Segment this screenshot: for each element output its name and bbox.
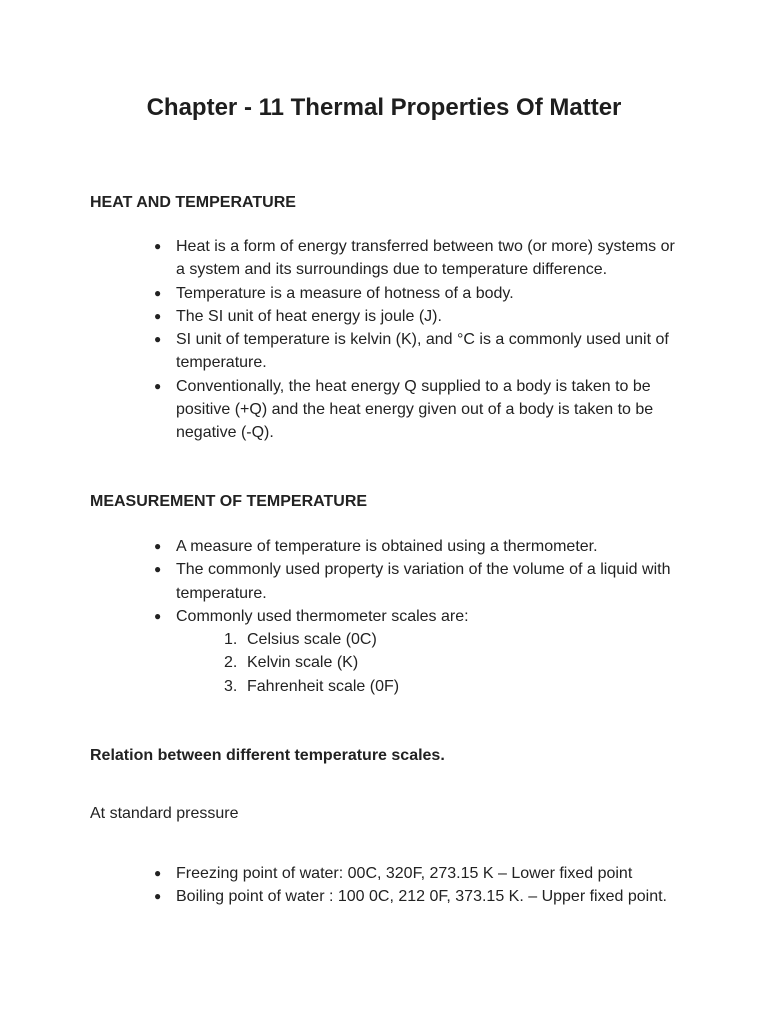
scale-list-item bbox=[176, 675, 686, 698]
scale-name: Celsius scale (0C) bbox=[247, 631, 377, 649]
scale-name: Kelvin scale (K) bbox=[247, 654, 359, 672]
section-heading-heat-and-temperature: HEAT AND TEMPERATURE bbox=[90, 194, 296, 211]
section-heading-measurement-of-temperature: MEASUREMENT OF TEMPERATURE bbox=[90, 493, 368, 510]
list-number: 1. bbox=[224, 631, 238, 649]
measurement-bullet-list bbox=[176, 535, 686, 698]
page-title: Chapter - 11 Thermal Properties Of Matter bbox=[146, 94, 622, 121]
list-item: ● Temperature is a measure of hotness of a body. bbox=[176, 282, 686, 305]
list-number: 3. bbox=[224, 677, 238, 695]
list-number: 2. bbox=[224, 654, 238, 672]
thermometer-scales-list bbox=[176, 628, 686, 698]
fixed-points-bullet-list bbox=[176, 862, 686, 909]
scale-name: Fahrenheit scale (0F) bbox=[247, 677, 400, 695]
scale-list-item bbox=[176, 628, 686, 651]
list-item: ● The SI unit of heat energy is joule (J). bbox=[176, 305, 686, 328]
list-item: ● Conventionally, the heat energy Q supplied to a body is taken to be positive (+Q) and the heat energy given out of a body is taken to be negative (-Q). bbox=[176, 375, 686, 445]
list-item: ● A measure of temperature is obtained using a thermometer. bbox=[176, 535, 686, 558]
list-item: ● Freezing point of water: 00C, 320F, 273.15 K – Lower fixed point bbox=[176, 862, 686, 885]
list-item: ● SI unit of temperature is kelvin (K), and °C is a commonly used unit of temperature. bbox=[176, 328, 686, 375]
heat-temperature-bullet-list bbox=[176, 235, 686, 445]
list-item: ● The commonly used property is variation of the volume of a liquid with temperature. bbox=[176, 558, 686, 605]
section-heading-relation-between-scales: Relation between different temperature scales. bbox=[90, 747, 445, 764]
scale-list-item bbox=[176, 651, 686, 674]
list-item: ● Boiling point of water : 100 0C, 212 0F, 373.15 K. – Upper fixed point. bbox=[176, 885, 686, 908]
list-item-text: Commonly used thermometer scales are: bbox=[176, 607, 469, 625]
list-item: ● Heat is a form of energy transferred between two (or more) systems or a system and its surroundings due to temperature difference. bbox=[176, 235, 686, 282]
intro-text: At standard pressure bbox=[90, 805, 239, 822]
list-item bbox=[176, 605, 686, 698]
